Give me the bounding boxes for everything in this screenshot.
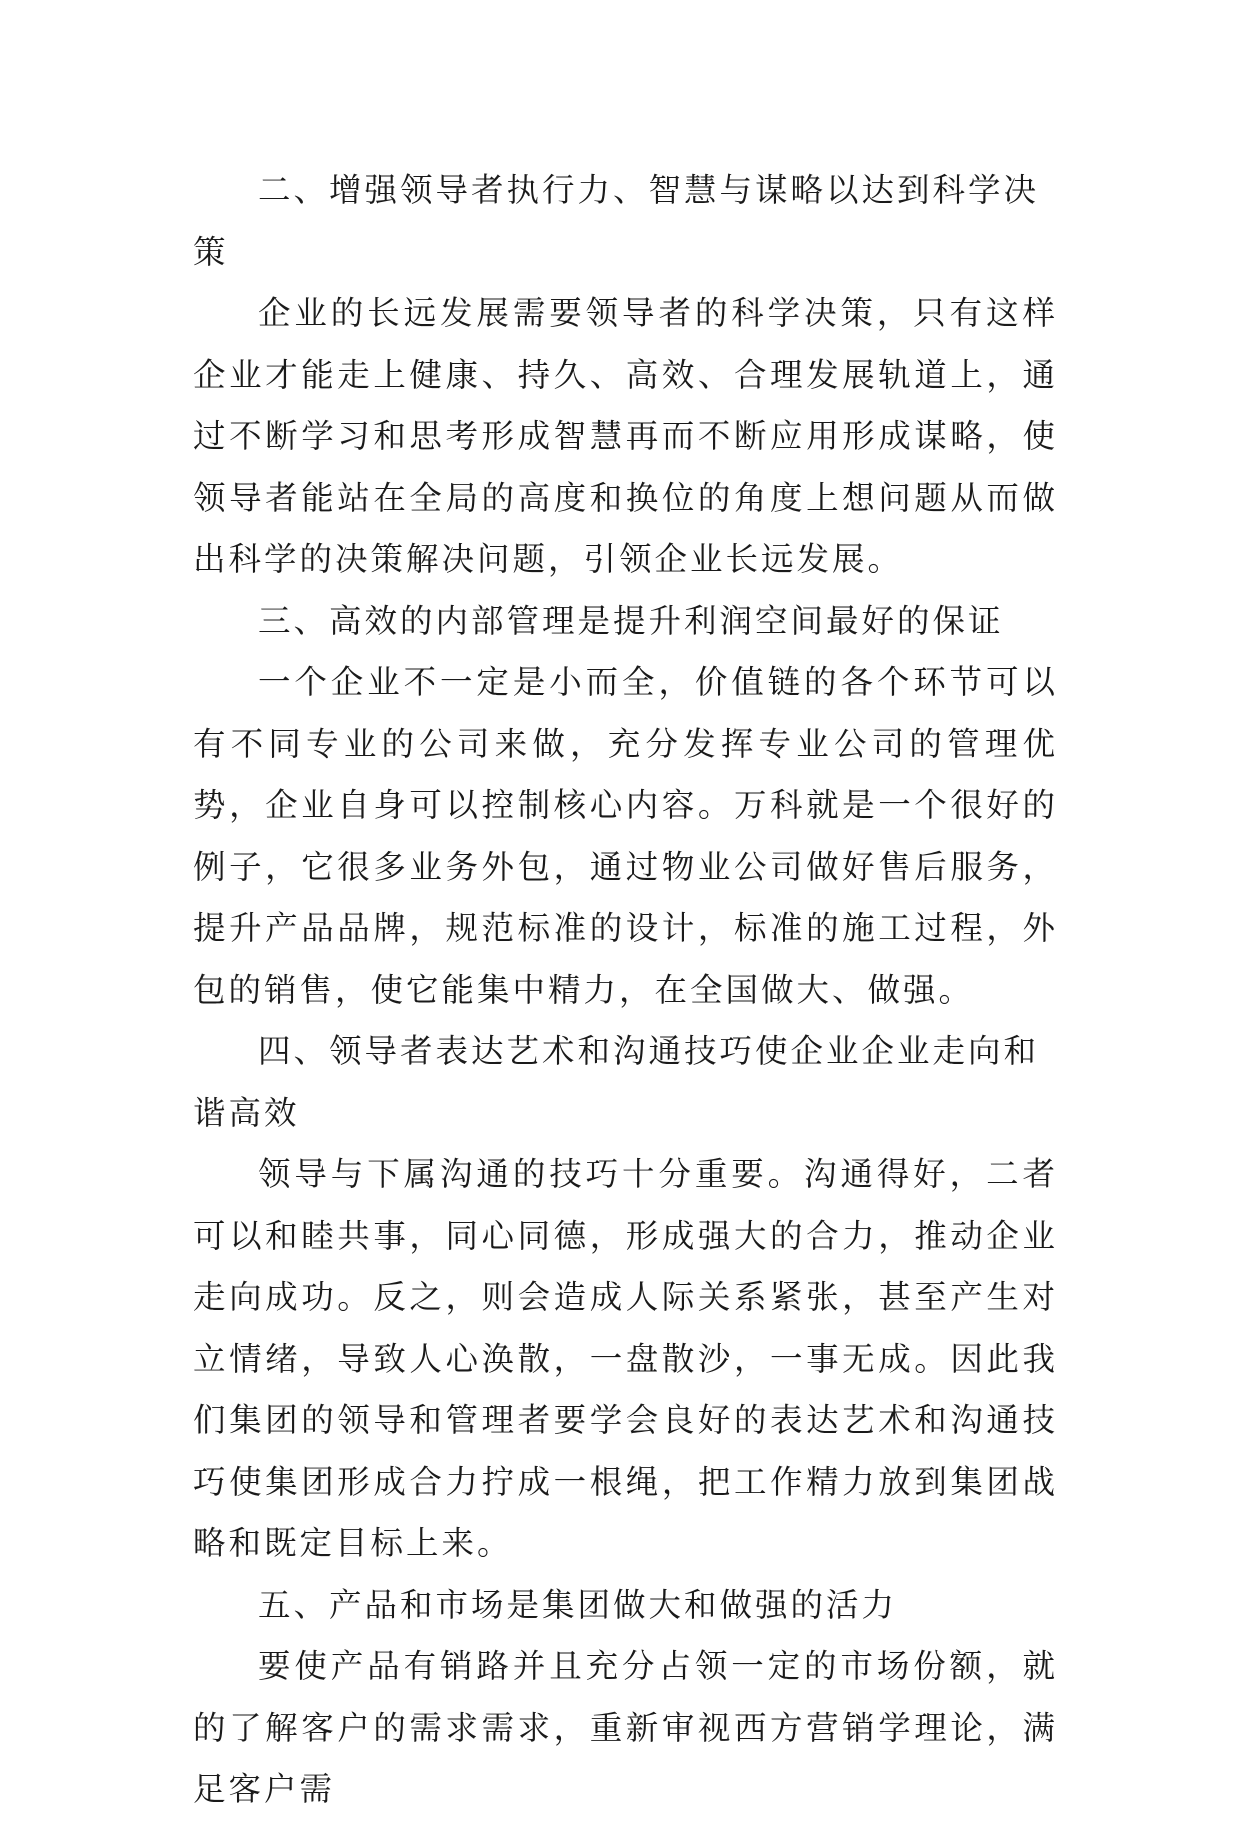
paragraph-market: 要使产品有销路并且充分占领一定的市场份额，就的了解客户的需求需求，重新审视西方营销学理论，满足客户需 [193,1647,1058,1808]
section-heading-3: 三、高效的内部管理是提升利润空间最好的保证 [258,601,1004,640]
paragraph-communication: 领导与下属沟通的技巧十分重要。沟通得好，二者可以和睦共事，同心同德，形成强大的合力，推动企业走向成功。反之，则会造成人际关系紧张，甚至产生对立情绪，导致人心涣散，一盘散沙，一事无成。因此我们集团的领导和管理者要学会良好的表达艺术和沟通技巧使集团形成合力拧成一根绳，把工作精力放到集团战略和既定目标上来。 [193,1155,1058,1562]
document-page [193,160,1058,1821]
section-heading-2: 二、增强领导者执行力、智慧与谋略以达到科学决策 [193,171,1040,271]
paragraph-decision: 企业的长远发展需要领导者的科学决策，只有这样企业才能走上健康、持久、高效、合理发展轨道上，通过不断学习和思考形成智慧再而不断应用形成谋略，使领导者能站在全局的高度和换位的角度上想问题从而做出科学的决策解决问题，引领企业长远发展。 [193,294,1058,578]
paragraph-management: 一个企业不一定是小而全，价值链的各个环节可以有不同专业的公司来做，充分发挥专业公司的管理优势，企业自身可以控制核心内容。万科就是一个很好的例子，它很多业务外包，通过物业公司做好售后服务，提升产品品牌，规范标准的设计，标准的施工过程，外包的销售，使它能集中精力，在全国做大、做强。 [193,663,1058,1009]
section-heading-4: 四、领导者表达艺术和沟通技巧使企业企业走向和谐高效 [193,1032,1040,1132]
section-heading-5: 五、产品和市场是集团做大和做强的活力 [258,1585,898,1624]
